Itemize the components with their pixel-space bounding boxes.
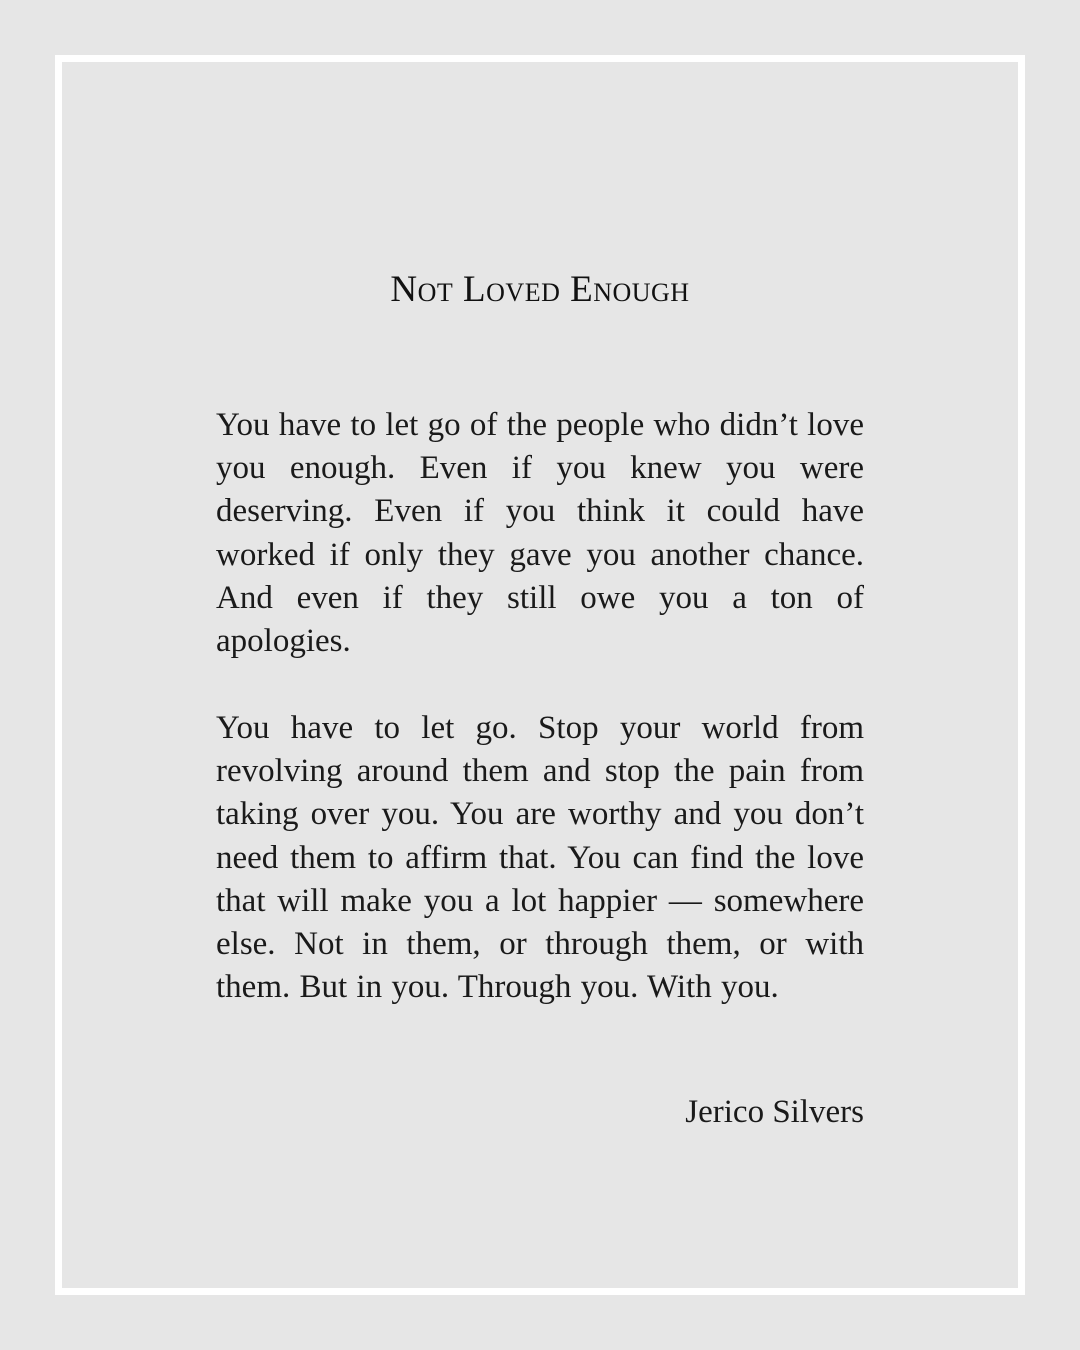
poem-title: Not Loved Enough (390, 269, 690, 310)
white-frame-border (55, 55, 1025, 1295)
poem-author: Jerico Silvers (685, 1094, 864, 1130)
poem-paragraph-2: You have to let go. Stop your world from revolving around them and stop the pain from taking over you. You are worthy and you don’t need them to affirm that. You can find the love that will make you a lot happier — somewhere else. Not in them, or through them, or with them. But in you. Through you. With you. (216, 710, 864, 1006)
poem-paragraph-1: You have to let go of the people who didn’t love you enough. Even if you knew you were deserving. Even if you think it could have worked if only they gave you another chance. And even if they still owe you a ton of apologies. (216, 407, 864, 660)
